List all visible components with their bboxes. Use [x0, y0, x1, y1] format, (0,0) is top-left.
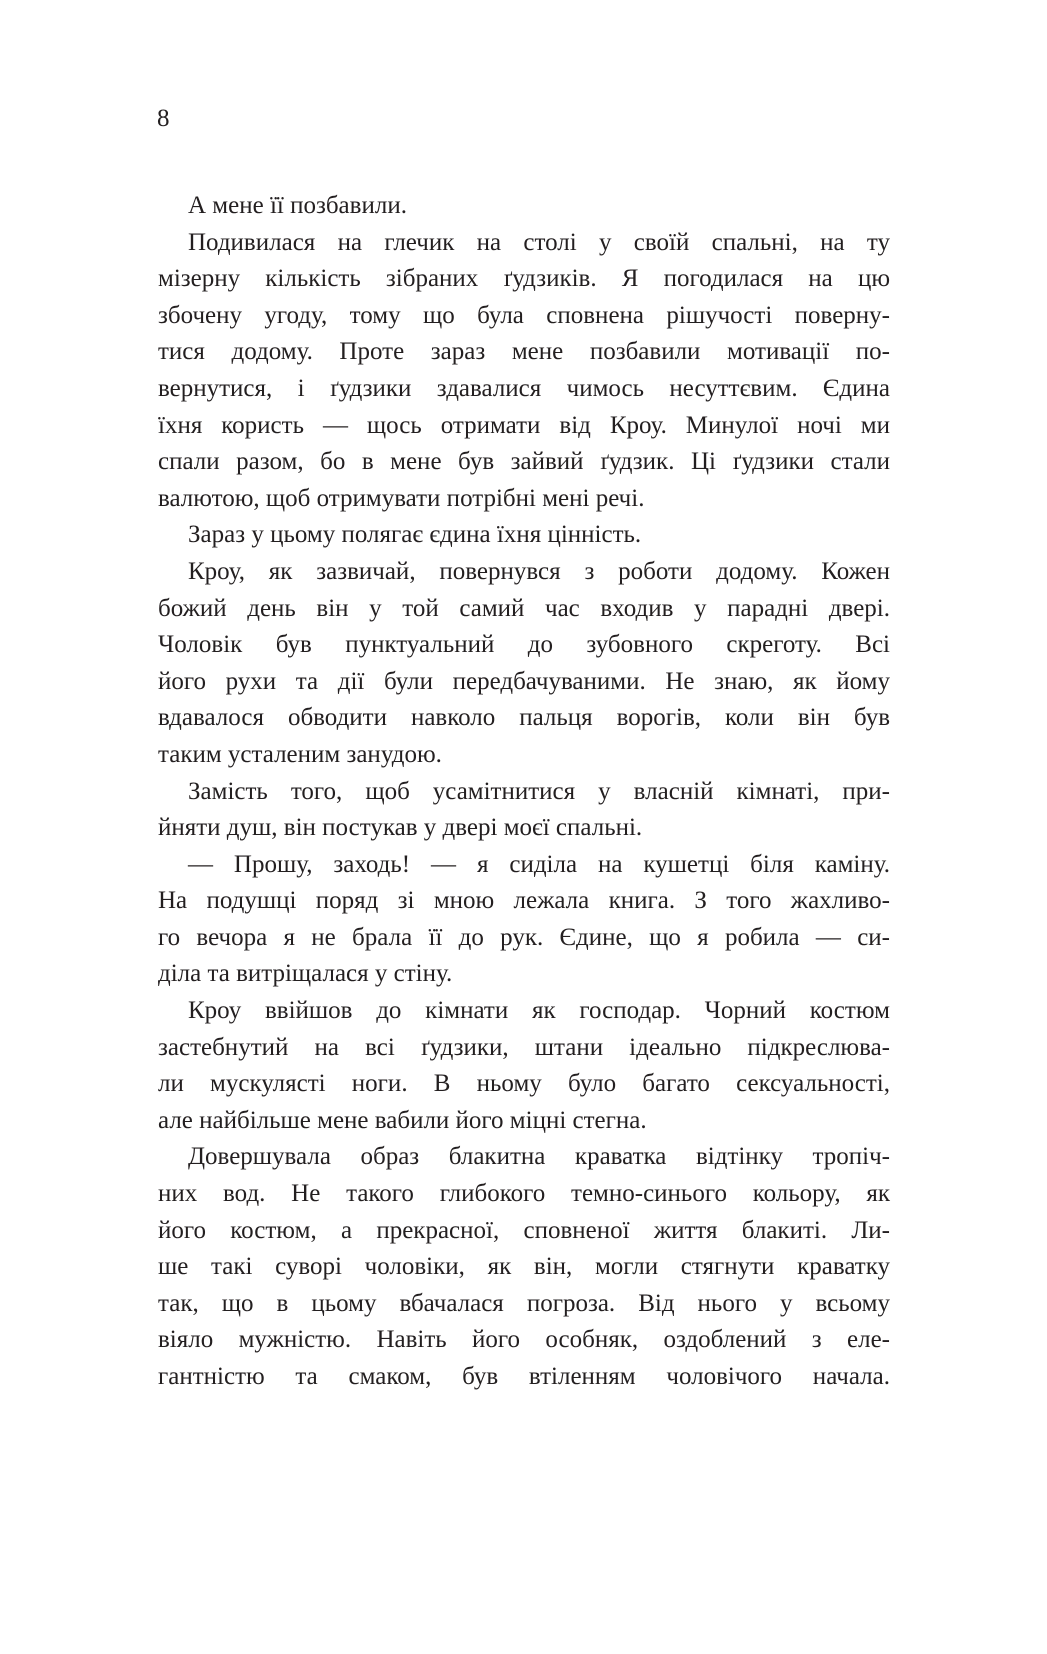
- text-line: А мене її позбавили.: [188, 192, 407, 219]
- text-line: їхня користь — щось отримати від Кроу. Минулої ночі ми: [158, 411, 890, 439]
- text-line: — Прошу, заходь! — я сиділа на кушетці біля каміну.: [188, 850, 890, 878]
- text-line: збочену угоду, тому що була сповнена рішучості поверну-: [158, 301, 890, 329]
- text-line: діла та витріщалася у стіну.: [158, 960, 453, 988]
- text-line: ше такі суворі чоловіки, як він, могли стягнути краватку: [158, 1253, 890, 1281]
- text-line: ли мускулясті ноги. В ньому було багато сексуальності,: [158, 1070, 890, 1098]
- text-line: таким усталеним занудою.: [158, 740, 442, 768]
- text-line: віяло мужністю. Навіть його особняк, оздоблений з еле-: [158, 1326, 890, 1354]
- text-line: валютою, щоб отримувати потрібні мені речі.: [158, 484, 645, 512]
- text-line: вернутися, і ґудзики здавалися чимось несуттєвим. Єдина: [158, 374, 890, 402]
- text-line: тися додому. Проте зараз мене позбавили мотивації по-: [158, 338, 890, 366]
- text-line: Кроу ввійшов до кімнати як господар. Чорний костюм: [188, 997, 890, 1025]
- text-line: спали разом, бо в мене був зайвий ґудзик. Ці ґудзики стали: [158, 448, 890, 476]
- text-line: го вечора я не брала її до рук. Єдине, що я робила — си-: [158, 923, 890, 951]
- text-line: але найбільше мене вабили його міцні стегна.: [158, 1106, 647, 1134]
- text-line: Зараз у цьому полягає єдина їхня цінність.: [188, 521, 642, 549]
- text-line: Чоловік був пунктуальний до зубовного скреготу. Всі: [158, 631, 890, 659]
- text-line: так, що в цьому вбачалася погроза. Від нього у всьому: [158, 1289, 890, 1317]
- text-line: На подушці поряд зі мною лежала книга. З того жахливо-: [158, 887, 890, 915]
- text-line: вдавалося обводити навколо пальця ворогів, коли він був: [158, 704, 890, 732]
- text-line: мізерну кількість зібраних ґудзиків. Я погодилася на цю: [158, 265, 890, 293]
- text-line: застебнутий на всі ґудзики, штани ідеально підкреслюва-: [158, 1033, 890, 1061]
- text-line: них вод. Не такого глибокого темно-синього кольору, як: [158, 1180, 890, 1208]
- text-line: йняти душ, він постукав у двері моєї спальні.: [158, 814, 643, 842]
- text-line: гантністю та смаком, був втіленням чоловічого начала.: [158, 1363, 890, 1390]
- text-line: Довершувала образ блакитна краватка відтінку тропіч-: [188, 1143, 890, 1171]
- body-text: [158, 188, 890, 1396]
- text-line: Подивилася на глечик на столі у своїй спальні, на ту: [188, 228, 890, 256]
- text-line: Кроу, як зазвичай, повернувся з роботи додому. Кожен: [188, 557, 890, 585]
- text-line: його костюм, а прекрасної, сповненої життя блакиті. Ли-: [158, 1216, 890, 1244]
- text-line: божий день він у той самий час входив у парадні двері.: [158, 594, 890, 622]
- text-line: його рухи та дії були передбачуваними. Не знаю, як йому: [158, 667, 890, 695]
- text-line: Замість того, щоб усамітнитися у власній кімнаті, при-: [188, 777, 890, 805]
- page-number: 8: [157, 105, 170, 132]
